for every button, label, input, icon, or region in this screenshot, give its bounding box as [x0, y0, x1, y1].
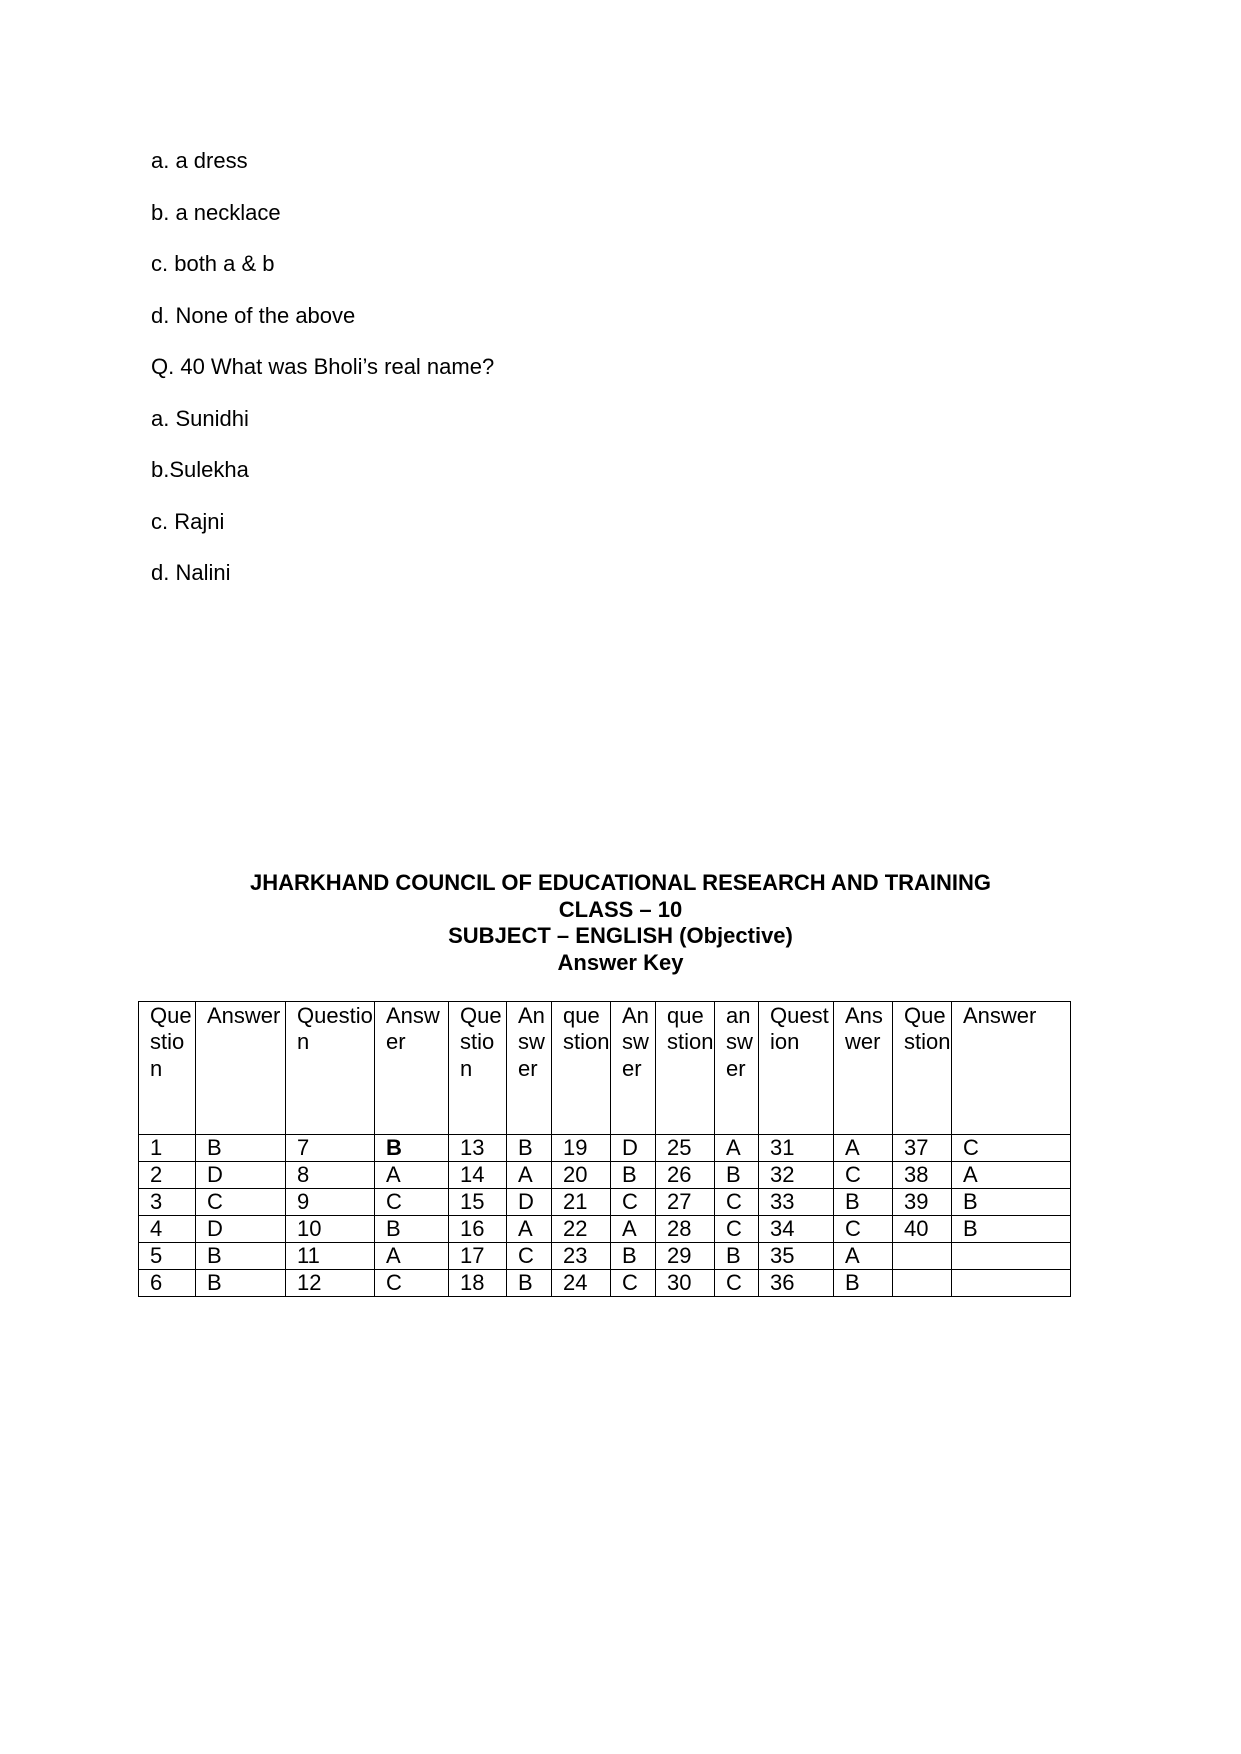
table-row	[139, 1135, 1071, 1162]
question-number-cell: 40	[893, 1216, 952, 1243]
table-row	[139, 1189, 1071, 1216]
table-header-cell: Answer	[952, 1002, 1071, 1135]
question-number-cell: 35	[759, 1243, 834, 1270]
question-number-cell: 29	[656, 1243, 715, 1270]
option-d-none: d. None of the above	[151, 302, 356, 328]
answer-cell: A	[834, 1135, 893, 1162]
organization-title: JHARKHAND COUNCIL OF EDUCATIONAL RESEARCH AND TRAINING	[249, 870, 992, 895]
answer-cell: A	[611, 1216, 656, 1243]
answer-cell: B	[196, 1270, 286, 1297]
question-number-cell: 30	[656, 1270, 715, 1297]
answer-cell: C	[952, 1135, 1071, 1162]
question-number-cell: 19	[552, 1135, 611, 1162]
question-number-cell: 2	[139, 1162, 196, 1189]
table-header-cell: Answer	[375, 1002, 449, 1135]
option-c-both: c. both a & b	[151, 251, 275, 276]
question-40: Q. 40 What was Bholi’s real name?	[151, 354, 495, 379]
question-number-cell: 13	[449, 1135, 507, 1162]
answer-cell: B	[834, 1189, 893, 1216]
answer-key-title: Answer Key	[557, 949, 684, 975]
answer-cell: C	[611, 1189, 656, 1216]
question-number-cell: 17	[449, 1243, 507, 1270]
answer-cell: C	[715, 1189, 759, 1216]
option-a-dress: a. a dress	[151, 148, 248, 173]
table-header-cell: Question	[286, 1002, 375, 1135]
answer-cell: A	[715, 1135, 759, 1162]
question-number-cell: 11	[286, 1243, 375, 1270]
question-number-cell: 4	[139, 1216, 196, 1243]
answer-cell: C	[715, 1216, 759, 1243]
answer-cell: B	[952, 1189, 1071, 1216]
answer-cell: B	[507, 1270, 552, 1297]
question-number-cell: 38	[893, 1162, 952, 1189]
class-title: CLASS – 10	[558, 896, 683, 922]
table-header-cell: Question	[893, 1002, 952, 1135]
table-header-row	[139, 1002, 1071, 1135]
question-number-cell: 31	[759, 1135, 834, 1162]
answer-cell: B	[715, 1162, 759, 1189]
answer-cell: C	[834, 1216, 893, 1243]
question-number-cell: 39	[893, 1189, 952, 1216]
question-number-cell: 9	[286, 1189, 375, 1216]
question-number-cell: 18	[449, 1270, 507, 1297]
question-number-cell: 8	[286, 1162, 375, 1189]
answer-cell: A	[375, 1243, 449, 1270]
question-number-cell	[893, 1270, 952, 1297]
answer-cell: C	[196, 1189, 286, 1216]
question-number-cell: 1	[139, 1135, 196, 1162]
answer-cell: C	[834, 1162, 893, 1189]
table-header-cell: Answer	[507, 1002, 552, 1135]
question-number-cell: 22	[552, 1216, 611, 1243]
answer-cell	[952, 1270, 1071, 1297]
answer-cell: B	[196, 1135, 286, 1162]
table-header-cell: question	[552, 1002, 611, 1135]
answer-cell: D	[196, 1162, 286, 1189]
table-header-cell: question	[656, 1002, 715, 1135]
question-number-cell: 6	[139, 1270, 196, 1297]
question-number-cell: 21	[552, 1189, 611, 1216]
answer-cell: A	[952, 1162, 1071, 1189]
table-row	[139, 1243, 1071, 1270]
answer-cell: C	[375, 1270, 449, 1297]
table-header-cell: Question	[139, 1002, 196, 1135]
option-a-sunidhi: a. Sunidhi	[151, 405, 249, 431]
question-number-cell: 33	[759, 1189, 834, 1216]
answer-cell: A	[507, 1162, 552, 1189]
table-header-cell: Answer	[611, 1002, 656, 1135]
answer-cell: B	[715, 1243, 759, 1270]
answer-cell: D	[611, 1135, 656, 1162]
question-number-cell: 34	[759, 1216, 834, 1243]
answer-key-heading	[0, 870, 1241, 976]
answer-cell: C	[715, 1270, 759, 1297]
question-number-cell	[893, 1243, 952, 1270]
subject-title: SUBJECT – ENGLISH (Objective)	[448, 923, 793, 948]
question-number-cell: 32	[759, 1162, 834, 1189]
answer-cell: A	[507, 1216, 552, 1243]
question-number-cell: 16	[449, 1216, 507, 1243]
answer-cell: A	[834, 1243, 893, 1270]
question-number-cell: 12	[286, 1270, 375, 1297]
option-d-nalini: d. Nalini	[151, 560, 231, 585]
question-number-cell: 7	[286, 1135, 375, 1162]
table-header-cell: Answer	[196, 1002, 286, 1135]
answer-key-table	[138, 1001, 1071, 1297]
question-number-cell: 20	[552, 1162, 611, 1189]
question-number-cell: 5	[139, 1243, 196, 1270]
question-number-cell: 36	[759, 1270, 834, 1297]
answer-cell: B	[196, 1243, 286, 1270]
question-number-cell: 15	[449, 1189, 507, 1216]
answer-cell: B	[952, 1216, 1071, 1243]
option-c-rajni: c. Rajni	[151, 508, 225, 534]
answer-cell: B	[611, 1243, 656, 1270]
table-row	[139, 1162, 1071, 1189]
question-options	[151, 148, 1051, 612]
question-number-cell: 10	[286, 1216, 375, 1243]
question-number-cell: 26	[656, 1162, 715, 1189]
answer-cell: C	[507, 1243, 552, 1270]
question-number-cell: 37	[893, 1135, 952, 1162]
question-number-cell: 23	[552, 1243, 611, 1270]
answer-cell	[952, 1243, 1071, 1270]
table-header-cell: Question	[759, 1002, 834, 1135]
table-row	[139, 1216, 1071, 1243]
option-b-necklace: b. a necklace	[151, 199, 281, 225]
answer-cell: B	[375, 1135, 449, 1162]
table-header-cell: Answer	[834, 1002, 893, 1135]
option-b-sulekha: b.Sulekha	[151, 457, 249, 482]
answer-cell: B	[834, 1270, 893, 1297]
answer-cell: A	[375, 1162, 449, 1189]
answer-cell: C	[375, 1189, 449, 1216]
question-number-cell: 28	[656, 1216, 715, 1243]
question-number-cell: 24	[552, 1270, 611, 1297]
table-header-cell: answer	[715, 1002, 759, 1135]
answer-cell: D	[507, 1189, 552, 1216]
question-number-cell: 14	[449, 1162, 507, 1189]
question-number-cell: 25	[656, 1135, 715, 1162]
answer-cell: D	[196, 1216, 286, 1243]
question-number-cell: 27	[656, 1189, 715, 1216]
table-header-cell: Question	[449, 1002, 507, 1135]
answer-cell: C	[611, 1270, 656, 1297]
answer-cell: B	[507, 1135, 552, 1162]
question-number-cell: 3	[139, 1189, 196, 1216]
answer-cell: B	[375, 1216, 449, 1243]
answer-cell: B	[611, 1162, 656, 1189]
table-row	[139, 1270, 1071, 1297]
